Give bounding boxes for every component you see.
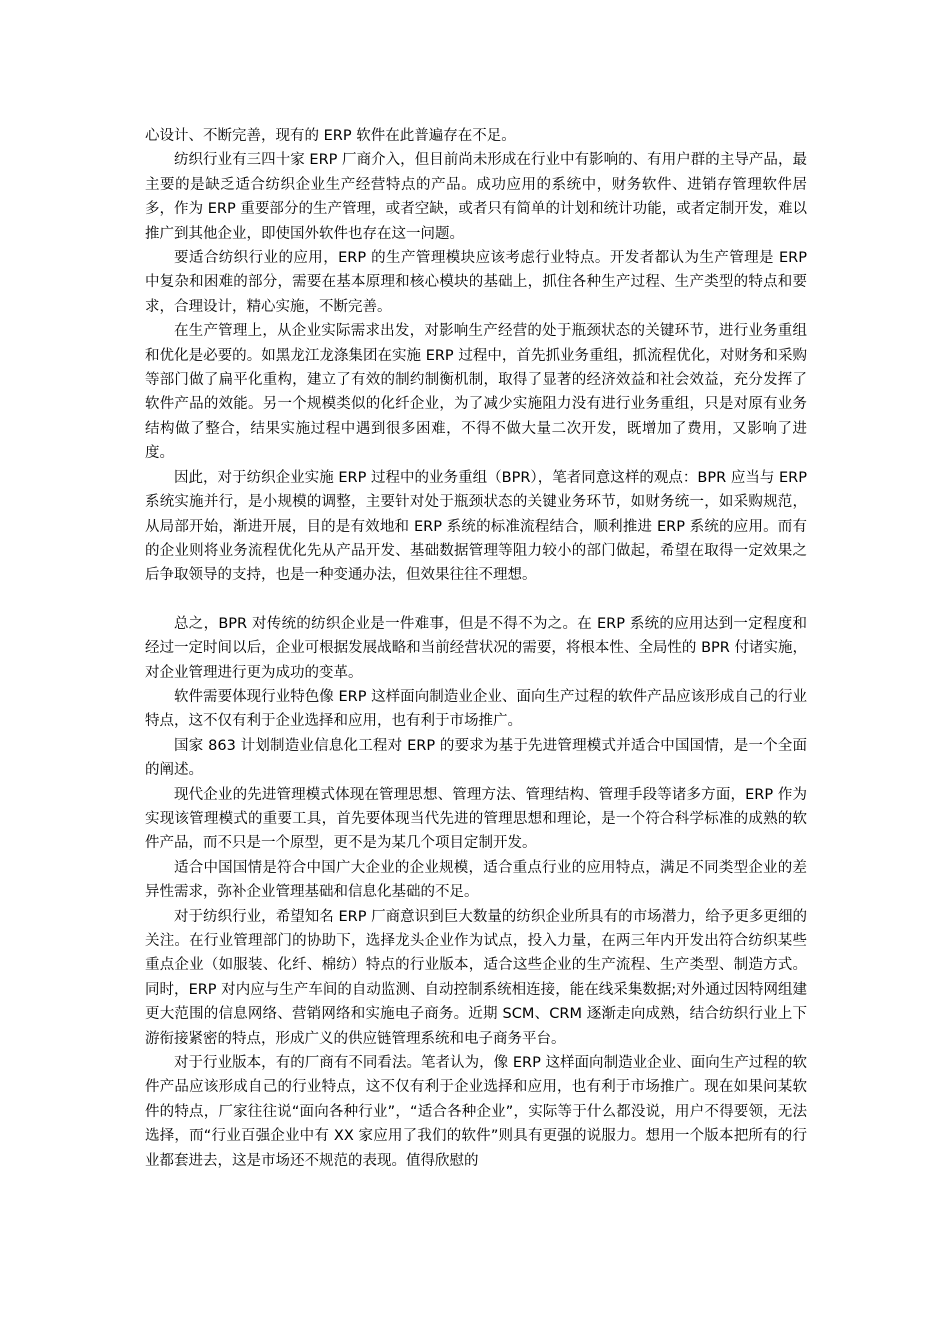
paragraph-textile-industry-hopes: 对于纺织行业，希望知名 ERP 厂商意识到巨大数量的纺织企业所具有的市场潜力，给予更多更细的关注。在行业管理部门的协助下，选择龙头企业作为试点，投入力量，在两三年内开发出符合纺织某些重点企业（如服装、化纤、棉纺）特点的行业版本，适合这些企业的生产流程、生产类型、制造方式。同时，ERP 对内应与生产车间的自动监测、自动控制系统相连接，能在线采集数据;对外通过因特网组建更大范围的信息网络、营销网络和实施电子商务。近期 SCM、CRM 逐渐走向成熟，结合纺织行业上下游衔接紧密的特点，形成广义的供应链管理系统和电子商务平台。 bbox=[145, 908, 807, 1047]
paragraph-textile-vendors: 纺织行业有三四十家 ERP 厂商介入，但目前尚未形成在行业中有影响的、有用户群的主导产品，最主要的是缺乏适合纺织企业生产经营特点的产品。成功应用的系统中，财务软件、进销存管理软件居多，作为 ERP 重要部分的生产管理，或者空缺，或者只有简单的计划和统计功能，或者定制开发，难以推广到其他企业，即使国外软件也存在这一问题。 bbox=[145, 152, 807, 242]
paragraph-863-plan: 国家 863 计划制造业信息化工程对 ERP 的要求为基于先进管理模式并适合中国国情，是一个全面的阐述。 bbox=[145, 737, 807, 779]
paragraph-advanced-management: 现代企业的先进管理模式体现在管理思想、管理方法、管理结构、管理手段等诸多方面，ERP 作为实现该管理模式的重要工具，首先要体现当代先进的管理思想和理论，是一个符合科学标准的成熟的软件产品，而不只是一个原型，更不是为某几个项目定制开发。 bbox=[145, 786, 807, 852]
paragraph-production-module: 要适合纺织行业的应用，ERP 的生产管理模块应该考虑行业特点。开发者都认为生产管理是 ERP 中复杂和困难的部分，需要在基本原理和核心模块的基础上，抓住各种生产过程、生产类型的特点和要求，合理设计，精心实施，不断完善。 bbox=[145, 250, 807, 315]
paragraph-industry-features: 软件需要体现行业特色像 ERP 这样面向制造业企业、面向生产过程的软件产品应该形成自己的行业特点，这不仅有利于企业选择和应用，也有利于市场推广。 bbox=[145, 688, 807, 730]
paragraph-business-restructuring: 在生产管理上，从企业实际需求出发，对影响生产经营的处于瓶颈状态的关键环节，进行业务重组和优化是必要的。如黑龙江龙涤集团在实施 ERP 过程中，首先抓业务重组，抓流程优化，对财务和采购等部门做了扁平化重构，建立了有效的制约制衡机制，取得了显著的经济效益和社会效益，充分发挥了软件产品的效能。另一个规模类似的化纤企业，为了减少实施阻力没有进行业务重组，只是对原有业务结构做了整合，结果实施过程中遇到很多困难，不得不做大量二次开发，既增加了费用，又影响了进度。 bbox=[145, 323, 807, 462]
paragraph-industry-version: 对于行业版本，有的厂商有不同看法。笔者认为，像 ERP 这样面向制造业企业、面向生产过程的软件产品应该形成自己的行业特点，这不仅有利于企业选择和应用，也有利于市场推广。现在如果问某软件的特点，厂家往往说“面向各种行业”，“适合各种企业”，实际等于什么都没说，用户不得要领，无法选择，而“行业百强企业中有 XX 家应用了我们的软件”则具有更强的说服力。想用一个版本把所有的行业都套进去，这是市场还不规范的表现。值得欣慰的 bbox=[145, 1055, 807, 1169]
paragraph-bpr-summary: 总之，BPR 对传统的纺织企业是一件难事，但是不得不为之。在 ERP 系统的应用达到一定程度和经过一定时间以后，企业可根据发展战略和当前经营状况的需要，将根本性、全局性的 BPR 付诸实施，对企业管理进行更为成功的变革。 bbox=[145, 615, 807, 681]
document-page bbox=[145, 124, 807, 1173]
paragraph-bpr-viewpoint: 因此，对于纺织企业实施 ERP 过程中的业务重组（BPR），笔者同意这样的观点：BPR 应当与 ERP 系统实施并行，是小规模的调整，主要针对处于瓶颈状态的关键业务环节，如财务统一，如采购规范，从局部开始，渐进开展，目的是有效地和 ERP 系统的标准流程结合，顺利推进 ERP 系统的应用。而有的企业则将业务流程优化先从产品开发、基础数据管理等阻力较小的部门做起，希望在取得一定效果之后争取领导的支持，也是一种变通办法，但效果往往不理想。 bbox=[145, 469, 807, 584]
paragraph-china-conditions: 适合中国国情是符合中国广大企业的企业规模，适合重点行业的应用特点，满足不同类型企业的差异性需求，弥补企业管理基础和信息化基础的不足。 bbox=[145, 859, 807, 901]
paragraph-continuation: 心设计、不断完善，现有的 ERP 软件在此普遍存在不足。 bbox=[145, 128, 516, 144]
paragraph-gap bbox=[145, 588, 807, 612]
